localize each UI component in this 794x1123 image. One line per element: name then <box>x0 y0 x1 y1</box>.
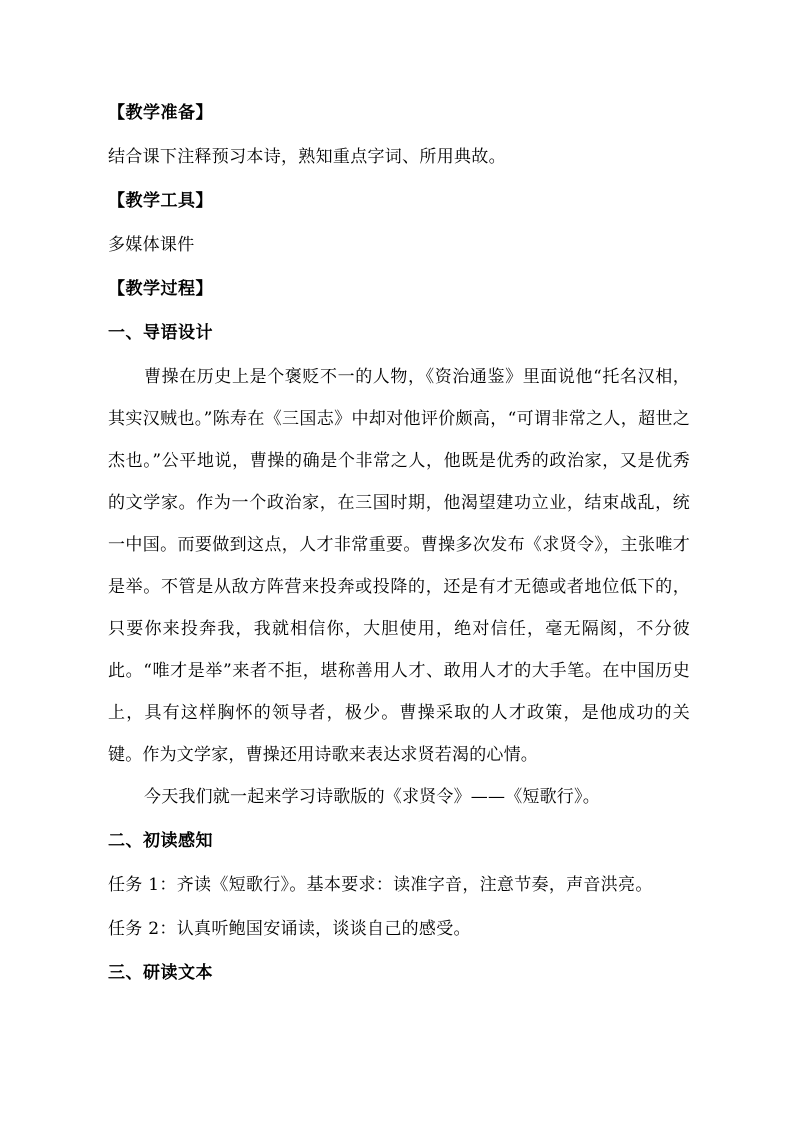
task-2: 任务 2：认真听鲍国安诵读，谈谈自己的感受。 <box>108 919 471 939</box>
intro-paragraph: 曹操在历史上是个褒贬不一的人物，《资治通鉴》里面说他“托名汉相，其实汉贼也。”陈寿在《三国志》中却对他评价颇高，“可谓非常之人，超世之杰也。”公平地说，曹操的确是个非常之人，他既是优秀的政治家，又是优秀的文学家。作为一个政治家，在三国时期，他渴望建功立业，结束战乱，统一中国。而要做到这点，人才非常重要。曹操多次发布《求贤令》，主张唯才是举。不管是从敌方阵营来投奔或投降的，还是有才无德或者地位低下的，只要你来投奔我，我就相信你，大胆使用，绝对信任，毫无隔阂，不分彼此。“唯才是举”来者不拒，堪称善用人才、敢用人才的大手笔。在中国历史上，具有这样胸怀的领导者，极少。曹操采取的人才政策，是他成功的关键。作为文学家，曹操还用诗歌来表达求贤若渴的心情。 <box>108 367 690 765</box>
section-heading-process: 【教学过程】 <box>108 279 213 299</box>
section-heading-preparation: 【教学准备】 <box>108 103 213 123</box>
tools-text: 多媒体课件 <box>108 235 195 255</box>
task-1: 任务 1：齐读《短歌行》。基本要求：读准字音，注意节奏，声音洪亮。 <box>108 875 653 895</box>
preparation-text: 结合课下注释预习本诗，熟知重点字词、所用典故。 <box>108 147 506 167</box>
part2-heading: 二、初读感知 <box>108 831 213 851</box>
part3-heading: 三、研读文本 <box>108 963 213 983</box>
section-heading-tools: 【教学工具】 <box>108 191 213 211</box>
intro-closing-paragraph: 今天我们就一起来学习诗歌版的《求贤令》——《短歌行》。 <box>144 787 600 807</box>
part1-heading: 一、导语设计 <box>108 323 213 343</box>
